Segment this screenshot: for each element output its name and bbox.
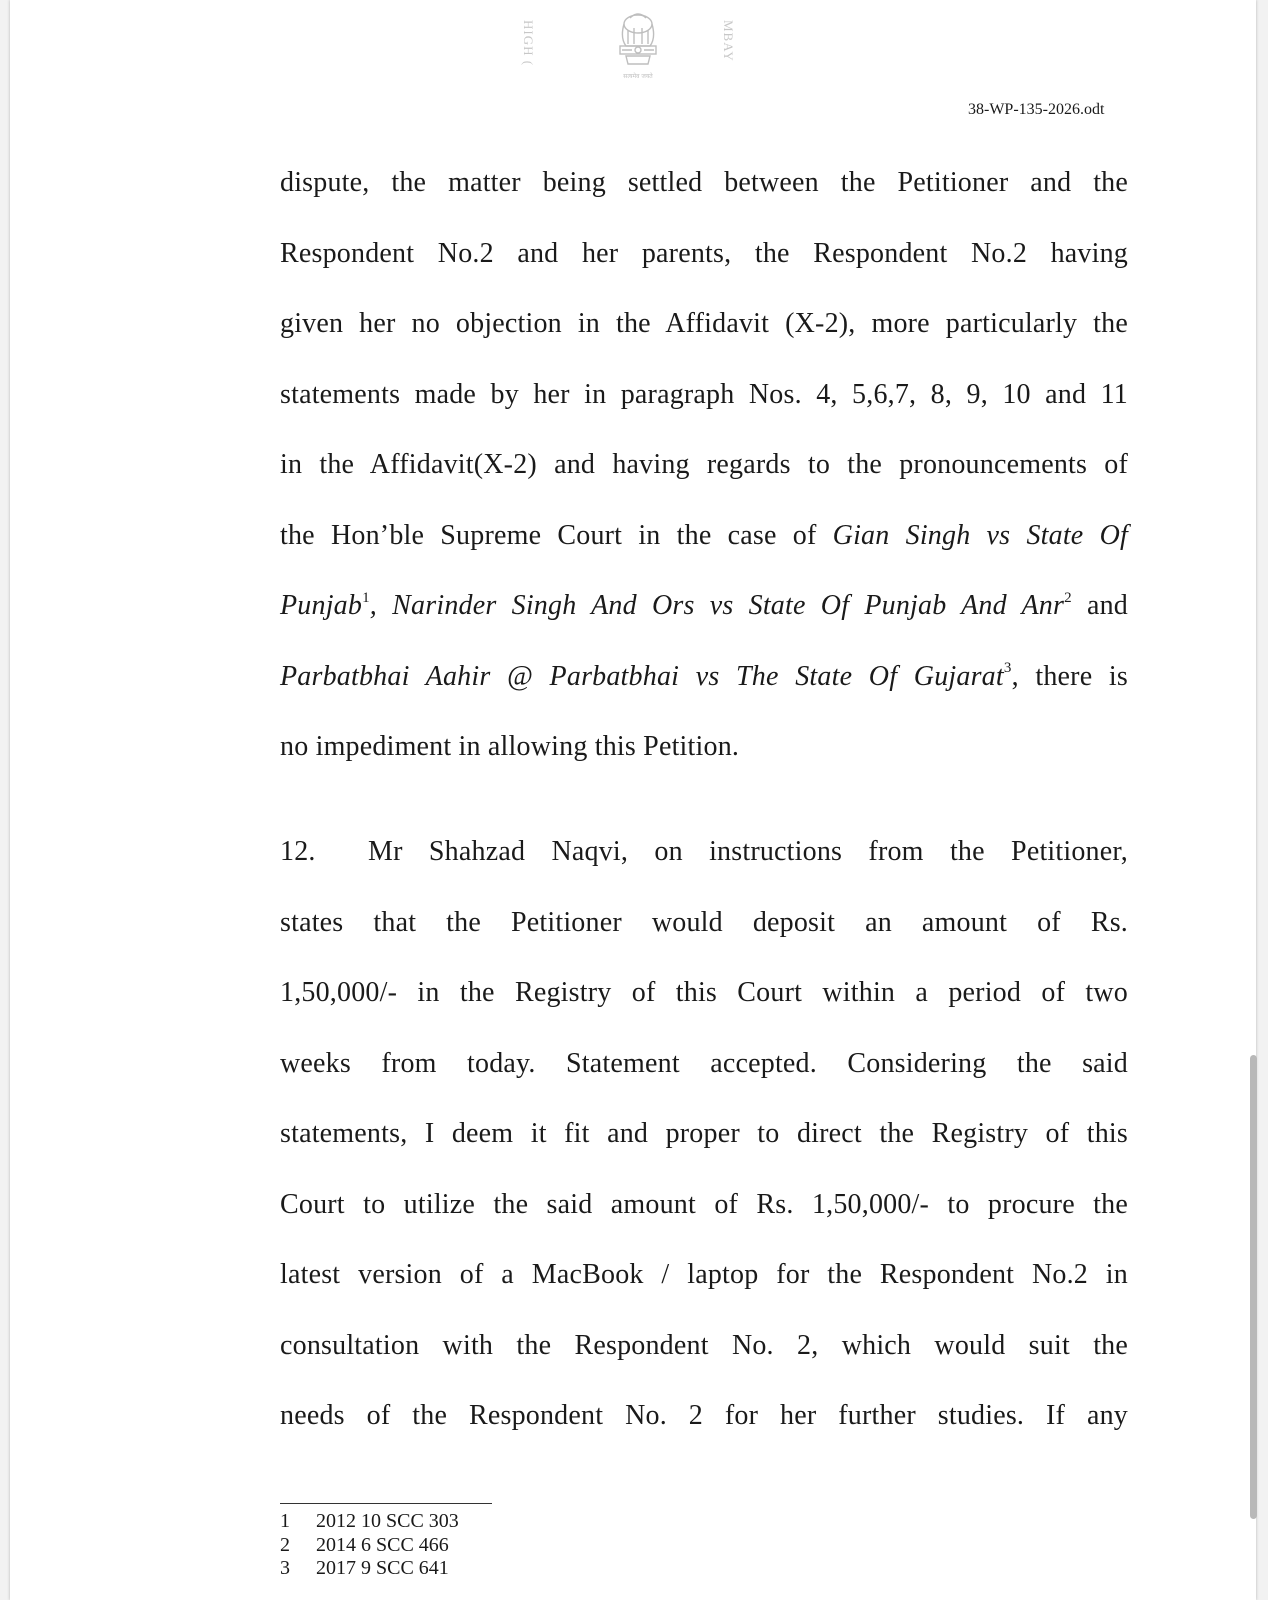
text-line-case-ref <box>280 501 1128 572</box>
footnote-divider <box>280 1503 492 1504</box>
case-name-parbatbhai: Parbatbhai Aahir @ Parbatbhai vs The State Of Gujarat <box>280 660 1004 692</box>
footnote-number: 2 <box>280 1533 290 1556</box>
text-line-case-ref <box>280 571 1128 642</box>
court-watermark <box>521 6 760 86</box>
text-line: dispute, the matter being settled between the Petitioner and the <box>280 167 1128 198</box>
text-line-first <box>280 817 1128 888</box>
footnote-text: 2014 6 SCC 466 <box>316 1533 449 1556</box>
footnote-number: 1 <box>280 1510 290 1532</box>
footnote <box>280 1557 459 1581</box>
watermark-left-text: HIGH ( <box>521 20 536 67</box>
footnote-text: 2012 10 SCC 303 <box>316 1510 459 1532</box>
text-line: statements made by her in paragraph Nos. 4, 5,6,7, 8, 9, 10 and 11 <box>280 378 1128 410</box>
text-line: weeks from today. Statement accepted. Considering the said <box>280 1047 1128 1079</box>
footnote <box>280 1534 459 1558</box>
text-line: 1,50,000/- in the Registry of this Court within a period of two <box>280 977 1128 1008</box>
text-line: statements, I deem it fit and proper to direct the Registry of this <box>280 1118 1128 1149</box>
document-page <box>10 0 1256 1600</box>
text-line: latest version of a MacBook / laptop for the Respondent No.2 in <box>280 1259 1128 1290</box>
footnote-ref-3: 3 <box>1003 660 1012 677</box>
paragraph-number: 12. <box>280 836 316 867</box>
watermark-right-text: MBAY <box>721 20 736 62</box>
paragraph-12 <box>280 817 1128 1452</box>
footnote-ref-1: 1 <box>362 589 370 606</box>
text-line: Respondent No.2 and her parents, the Respondent No.2 having <box>280 237 1128 269</box>
national-emblem-icon <box>606 10 670 82</box>
text-line: needs of the Respondent No. 2 for her further studies. If any <box>280 1400 1128 1431</box>
footnote <box>280 1510 459 1534</box>
footnotes <box>280 1510 459 1581</box>
paragraph-continued <box>280 148 1128 783</box>
emblem-motto: सत्यमेव जयते <box>623 73 653 80</box>
footnote-number: 3 <box>280 1557 290 1579</box>
first-line-text: Mr Shahzad Naqvi, on instructions from the Petitioner, <box>368 836 1128 867</box>
and-text: and <box>1071 590 1128 621</box>
text-line: given her no objection in the Affidavit (X-2), more particularly the <box>280 308 1128 339</box>
text-line: no impediment in allowing this Petition. <box>280 731 740 762</box>
text-line: Court to utilize the said amount of Rs. 1,50,000/- to procure the <box>280 1188 1128 1220</box>
text-line: states that the Petitioner would deposit an amount of Rs. <box>280 906 1128 938</box>
text-line-case-ref <box>280 642 1128 713</box>
case-name-gian-singh: Gian Singh vs State Of <box>832 519 1128 551</box>
vertical-scrollbar[interactable] <box>1250 1055 1257 1519</box>
line-suffix: , there is <box>1011 660 1128 692</box>
text-line: consultation with the Respondent No. 2, which would suit the <box>280 1329 1128 1361</box>
footnote-ref-2: 2 <box>1064 589 1072 606</box>
footnote-text: 2017 9 SCC 641 <box>316 1557 449 1579</box>
file-name-header: 38-WP-135-2026.odt <box>968 101 1105 118</box>
case-name-narinder-singh: , Narinder Singh And Ors vs State Of Punjab And Anr <box>369 590 1065 621</box>
line-prefix: the Hon’ble Supreme Court in the case of <box>280 519 833 551</box>
text-line: in the Affidavit(X-2) and having regards to the pronouncements of <box>280 449 1128 480</box>
case-name-punjab: Punjab <box>280 590 363 621</box>
